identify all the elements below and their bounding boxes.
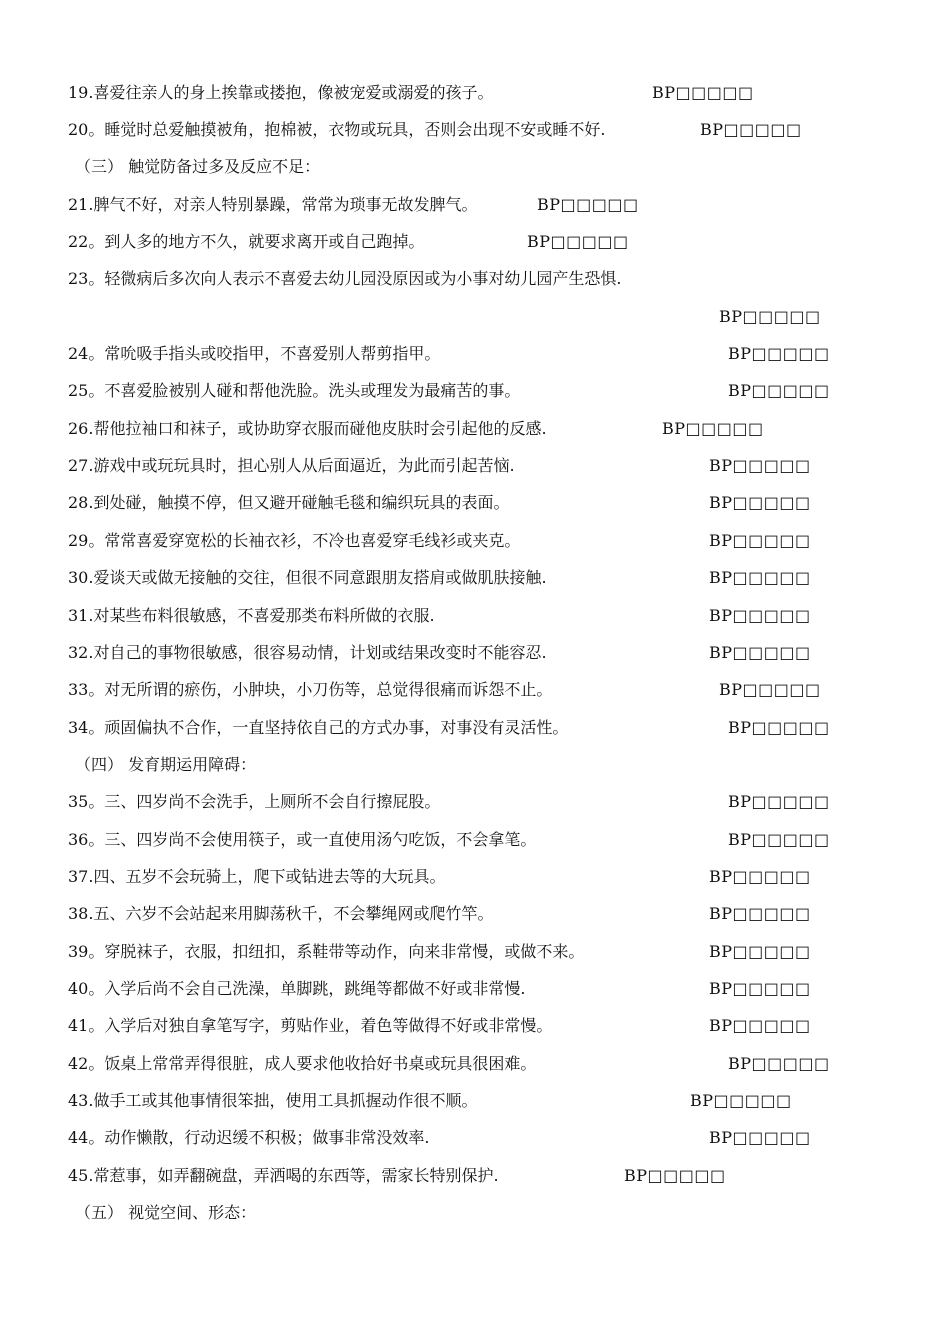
item-22-bp-checkboxes[interactable]: BP□□□□□ xyxy=(527,232,629,251)
item-26-bp-checkboxes[interactable]: BP□□□□□ xyxy=(662,419,764,438)
item-32-text: 32.对自己的事物很敏感，很容易动情，计划或结果改变时不能容忍. xyxy=(68,643,547,662)
item-30-bp-checkboxes[interactable]: BP□□□□□ xyxy=(709,568,811,587)
item-27-text: 27.游戏中或玩玩具时，担心别人从后面逼近，为此而引起苦恼. xyxy=(68,456,515,475)
item-42-text: 42。饭桌上常常弄得很脏，成人要求他收拾好书桌或玩具很困难。 xyxy=(68,1054,537,1073)
item-23-text: 23。轻微病后多次向人表示不喜爱去幼儿园没原因或为小事对幼儿园产生恐惧. xyxy=(68,269,622,288)
item-36-text: 36。三、四岁尚不会使用筷子，或一直使用汤勺吃饭，不会拿笔。 xyxy=(68,830,537,849)
section-5-heading: （五） 视觉空间、形态： xyxy=(75,1203,257,1222)
item-31-bp-checkboxes[interactable]: BP□□□□□ xyxy=(709,606,811,625)
item-32-bp-checkboxes[interactable]: BP□□□□□ xyxy=(709,643,811,662)
item-45-text: 45.常惹事，如弄翻碗盘，弄洒喝的东西等，需家长特别保护. xyxy=(68,1166,499,1185)
item-25-bp-checkboxes[interactable]: BP□□□□□ xyxy=(728,381,830,400)
item-29-bp-checkboxes[interactable]: BP□□□□□ xyxy=(709,531,811,550)
item-33-text: 33。对无所谓的瘀伤，小肿块，小刀伤等，总觉得很痛而诉怨不止。 xyxy=(68,680,553,699)
item-38-bp-checkboxes[interactable]: BP□□□□□ xyxy=(709,904,811,923)
item-19-text: 19.喜爱往亲人的身上挨靠或搂抱，像被宠爱或溺爱的孩子。 xyxy=(68,83,494,102)
item-33-bp-checkboxes[interactable]: BP□□□□□ xyxy=(719,680,821,699)
item-39-text: 39。穿脱袜子，衣服，扣纽扣，系鞋带等动作，向来非常慢，或做不来。 xyxy=(68,942,585,961)
item-45-bp-checkboxes[interactable]: BP□□□□□ xyxy=(624,1166,726,1185)
section-4-heading: （四） 发育期运用障碍： xyxy=(75,755,257,774)
item-28-text: 28.到处碰，触摸不停，但又避开碰触毛毯和编织玩具的表面。 xyxy=(68,493,510,512)
item-25-text: 25。不喜爱脸被别人碰和帮他洗脸。洗头或理发为最痛苦的事。 xyxy=(68,381,521,400)
item-24-bp-checkboxes[interactable]: BP□□□□□ xyxy=(728,344,830,363)
item-28-bp-checkboxes[interactable]: BP□□□□□ xyxy=(709,493,811,512)
item-38-text: 38.五、六岁不会站起来用脚荡秋千，不会攀绳网或爬竹竿。 xyxy=(68,904,494,923)
item-37-bp-checkboxes[interactable]: BP□□□□□ xyxy=(709,867,811,886)
item-37-text: 37.四、五岁不会玩骑上，爬下或钻进去等的大玩具。 xyxy=(68,867,446,886)
item-43-text: 43.做手工或其他事情很笨拙，使用工具抓握动作很不顺。 xyxy=(68,1091,478,1110)
item-44-text: 44。动作懒散，行动迟缓不积极；做事非常没效率. xyxy=(68,1128,430,1147)
item-39-bp-checkboxes[interactable]: BP□□□□□ xyxy=(709,942,811,961)
item-35-bp-checkboxes[interactable]: BP□□□□□ xyxy=(728,792,830,811)
item-21-text: 21.脾气不好，对亲人特别暴躁，常常为琐事无故发脾气。 xyxy=(68,195,478,214)
item-36-bp-checkboxes[interactable]: BP□□□□□ xyxy=(728,830,830,849)
item-41-bp-checkboxes[interactable]: BP□□□□□ xyxy=(709,1016,811,1035)
item-22-text: 22。到人多的地方不久，就要求离开或自己跑掉。 xyxy=(68,232,425,251)
item-43-bp-checkboxes[interactable]: BP□□□□□ xyxy=(690,1091,792,1110)
item-34-bp-checkboxes[interactable]: BP□□□□□ xyxy=(728,718,830,737)
item-21-bp-checkboxes[interactable]: BP□□□□□ xyxy=(537,195,639,214)
item-34-text: 34。顽固偏执不合作，一直坚持依自己的方式办事，对事没有灵活性。 xyxy=(68,718,569,737)
item-26-text: 26.帮他拉袖口和袜子，或协助穿衣服而碰他皮肤时会引起他的反感. xyxy=(68,419,547,438)
item-24-text: 24。常吮吸手指头或咬指甲，不喜爱别人帮剪指甲。 xyxy=(68,344,441,363)
item-23-bp-checkboxes[interactable]: BP□□□□□ xyxy=(719,307,821,326)
item-20-text: 20。睡觉时总爱触摸被角，抱棉被，衣物或玩具，否则会出现不安或睡不好. xyxy=(68,120,606,139)
item-41-text: 41。入学后对独自拿笔写字，剪贴作业，着色等做得不好或非常慢。 xyxy=(68,1016,553,1035)
item-27-bp-checkboxes[interactable]: BP□□□□□ xyxy=(709,456,811,475)
item-20-bp-checkboxes[interactable]: BP□□□□□ xyxy=(700,120,802,139)
item-19-bp-checkboxes[interactable]: BP□□□□□ xyxy=(652,83,754,102)
item-44-bp-checkboxes[interactable]: BP□□□□□ xyxy=(709,1128,811,1147)
section-3-heading: （三） 触觉防备过多及反应不足： xyxy=(75,157,321,176)
item-31-text: 31.对某些布料很敏感，不喜爱那类布料所做的衣服. xyxy=(68,606,435,625)
item-35-text: 35。三、四岁尚不会洗手，上厕所不会自行擦屁股。 xyxy=(68,792,441,811)
item-30-text: 30.爱谈天或做无接触的交往，但很不同意跟朋友搭肩或做肌肤接触. xyxy=(68,568,547,587)
item-40-bp-checkboxes[interactable]: BP□□□□□ xyxy=(709,979,811,998)
item-40-text: 40。入学后尚不会自己洗澡，单脚跳，跳绳等都做不好或非常慢. xyxy=(68,979,526,998)
item-42-bp-checkboxes[interactable]: BP□□□□□ xyxy=(728,1054,830,1073)
item-29-text: 29。常常喜爱穿宽松的长袖衣衫，不冷也喜爱穿毛线衫或夹克。 xyxy=(68,531,521,550)
